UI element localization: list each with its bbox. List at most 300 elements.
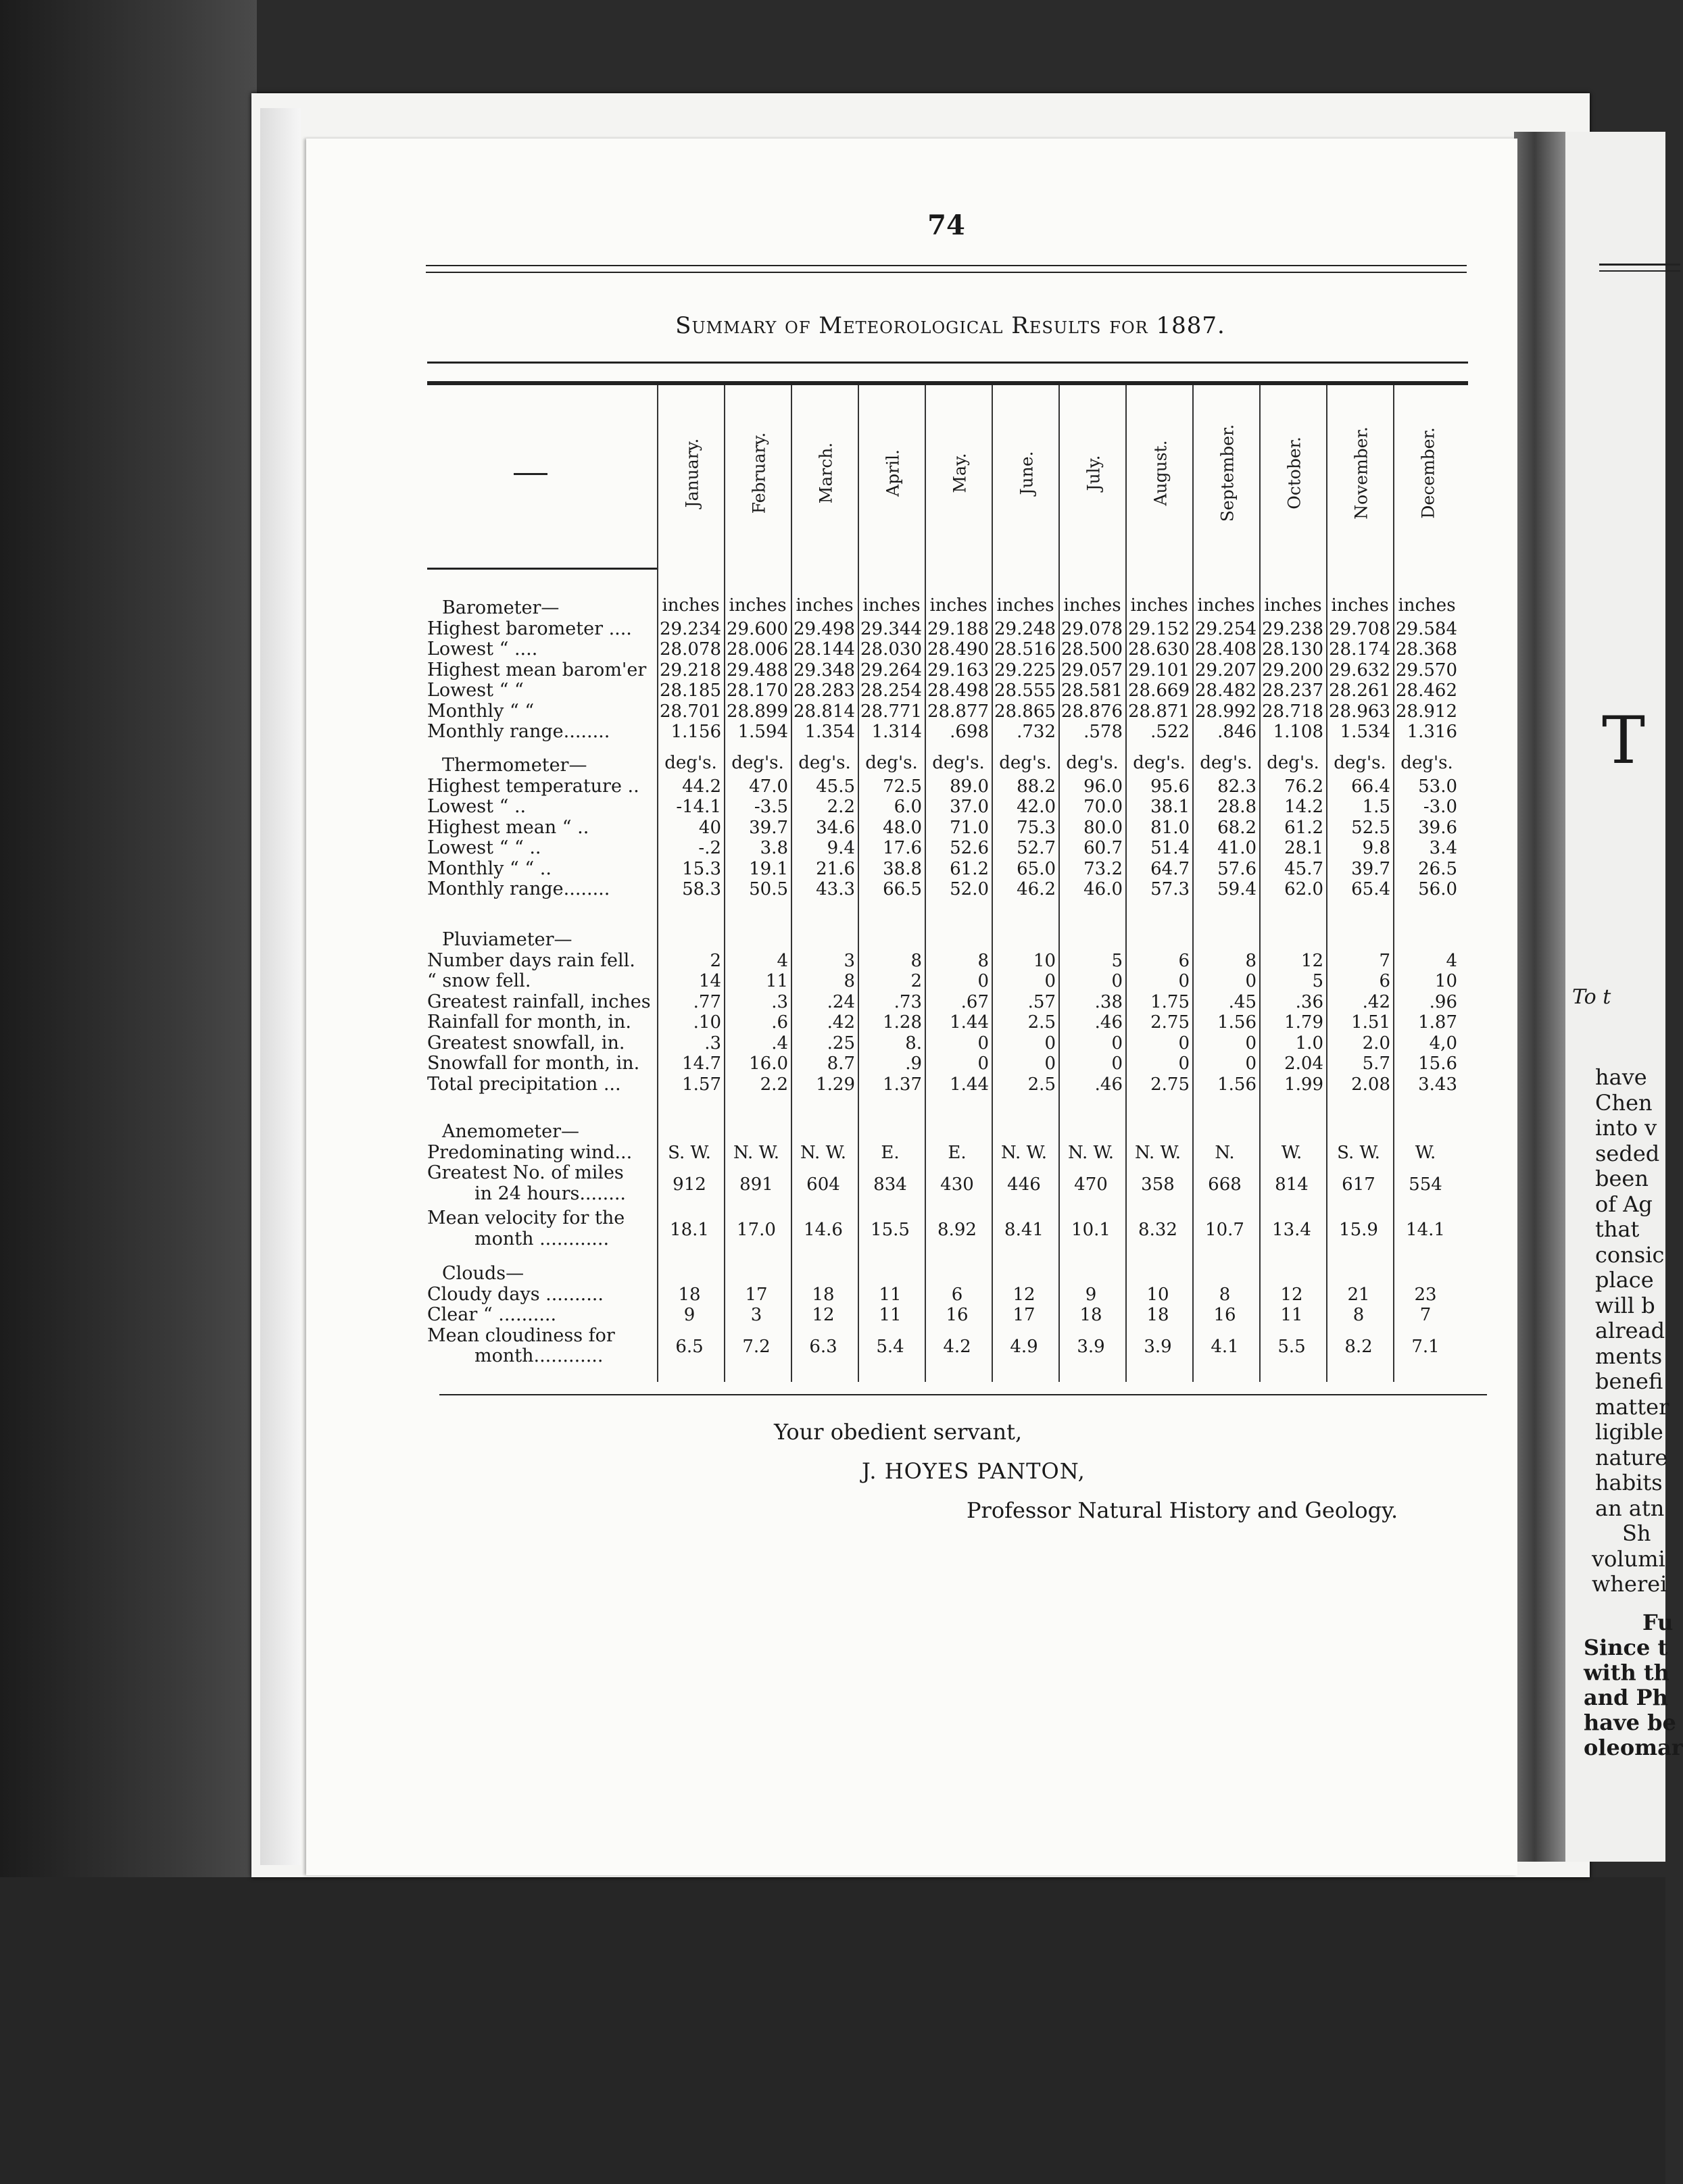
table-cell: 45.7 <box>1284 858 1323 879</box>
month-header-label: July. <box>1083 455 1104 491</box>
table-cell: 1.316 <box>1407 722 1457 742</box>
table-cell: 57.3 <box>1150 879 1190 899</box>
table-cell: 18.1 <box>670 1219 709 1240</box>
table-cell: 5.5 <box>1277 1337 1306 1358</box>
table-cell: 52.5 <box>1351 817 1390 838</box>
table-cell: 5.7 <box>1362 1053 1390 1074</box>
table-cell: 58.3 <box>682 879 721 899</box>
table-cell: 28.462 <box>1396 680 1457 701</box>
table-cell: -3.0 <box>1423 797 1457 817</box>
table-cell: 23 <box>1414 1284 1437 1305</box>
table-cell: 12 <box>1280 1284 1303 1305</box>
table-cell: .42 <box>1362 991 1390 1012</box>
table-cell: 1.29 <box>816 1074 855 1095</box>
table-cell: N. <box>1215 1142 1235 1163</box>
table-cell: 89.0 <box>950 776 989 797</box>
table-cell: 3 <box>844 950 855 971</box>
row-label: Cloudy days .......... <box>427 1283 604 1305</box>
table-cell: 17.6 <box>883 838 922 858</box>
table-cell: .698 <box>950 722 989 742</box>
row-label: Lowest “ .... <box>427 639 538 660</box>
table-cell: 2.5 <box>1027 1074 1056 1095</box>
table-cell: .6 <box>771 1012 788 1033</box>
scan-background-left <box>0 0 257 2184</box>
table-cell: 3.9 <box>1077 1337 1105 1358</box>
table-cell: 15.9 <box>1339 1219 1378 1240</box>
row-label: Highest mean “ .. <box>427 816 589 838</box>
table-cell: 0 <box>1178 971 1190 991</box>
table-cell: .10 <box>693 1012 721 1033</box>
table-cell: 26.5 <box>1418 858 1457 879</box>
facing-page-line: oleomar <box>1584 1735 1683 1760</box>
table-top-rule <box>427 362 1468 364</box>
month-header-label: March. <box>816 442 836 503</box>
table-cell: 8.41 <box>1004 1219 1044 1240</box>
table-cell: 37.0 <box>950 797 989 817</box>
table-cell: .522 <box>1150 722 1190 742</box>
scan-background-bottom <box>0 1877 1665 2184</box>
facing-page-line: Since t <box>1584 1635 1668 1660</box>
table-cell: 76.2 <box>1284 776 1323 797</box>
month-header <box>1060 387 1127 559</box>
table-cell: 28.581 <box>1061 680 1123 701</box>
table-cell: 28.498 <box>927 680 989 701</box>
table-cell: 0 <box>1111 971 1123 991</box>
month-header-label: December. <box>1418 426 1438 519</box>
row-label: Monthly “ “ <box>427 700 535 722</box>
table-cell: 0 <box>1044 1033 1056 1053</box>
section-heading: Clouds— <box>442 1263 525 1284</box>
unit-label: deg's. <box>1334 753 1386 773</box>
table-cell: 18 <box>678 1284 701 1305</box>
table-cell: 6 <box>1379 971 1390 991</box>
section-heading: Thermometer— <box>442 755 587 776</box>
table-cell: 72.5 <box>883 776 922 797</box>
table-cell: 28.630 <box>1128 639 1190 660</box>
table-cell: 28.185 <box>660 680 721 701</box>
table-cell: 75.3 <box>1017 817 1056 838</box>
table-cell: 14.1 <box>1406 1219 1445 1240</box>
table-cell: 29.248 <box>994 618 1056 639</box>
table-cell: 28.237 <box>1262 680 1323 701</box>
table-cell: 1.314 <box>871 722 922 742</box>
table-cell: 11 <box>879 1305 902 1325</box>
table-cell: 15.6 <box>1418 1053 1457 1074</box>
table-cell: 29.078 <box>1061 618 1123 639</box>
table-cell: 29.207 <box>1195 660 1257 680</box>
table-cell: .42 <box>827 1012 855 1033</box>
table-cell: 2.0 <box>1362 1033 1390 1053</box>
table-cell: 8.92 <box>937 1219 977 1240</box>
row-label: Snowfall for month, in. <box>427 1053 640 1074</box>
facing-page-line: ments <box>1595 1343 1663 1369</box>
table-cell: 39.7 <box>749 817 788 838</box>
table-cell: 52.0 <box>950 879 989 899</box>
table-cell: 0 <box>1044 1053 1056 1074</box>
table-cell: 39.7 <box>1351 858 1390 879</box>
table-bottom-rule <box>439 1394 1487 1395</box>
month-header-label: May. <box>950 452 970 493</box>
table-cell: 29.057 <box>1061 660 1123 680</box>
table-cell: 4.1 <box>1211 1337 1239 1358</box>
table-cell: 28.669 <box>1128 680 1190 701</box>
unit-label: inches <box>996 595 1054 616</box>
table-cell: 28.030 <box>860 639 922 660</box>
table-cell: .3 <box>704 1033 721 1053</box>
table-cell: 8.32 <box>1138 1219 1177 1240</box>
facing-page-line: have be <box>1584 1710 1676 1735</box>
facing-page-line: volumi <box>1592 1545 1665 1572</box>
table-cell: .36 <box>1295 991 1323 1012</box>
unit-label: inches <box>662 595 720 616</box>
table-cell: 13.4 <box>1272 1219 1311 1240</box>
unit-label: deg's. <box>999 753 1052 773</box>
table-cell: 1.28 <box>883 1012 922 1033</box>
table-cell: .25 <box>827 1033 855 1053</box>
table-cell: 29.488 <box>727 660 788 680</box>
table-cell: 891 <box>739 1174 773 1195</box>
table-cell: 358 <box>1141 1174 1175 1195</box>
table-cell: 12 <box>1300 950 1323 971</box>
month-header <box>1194 387 1261 559</box>
table-cell: 28.992 <box>1195 701 1257 722</box>
row-label: Mean cloudiness for <box>427 1324 615 1346</box>
table-cell: 28.963 <box>1329 701 1390 722</box>
table-cell: 29.498 <box>794 618 855 639</box>
table-cell: 1.354 <box>804 722 855 742</box>
unit-label: inches <box>862 595 921 616</box>
table-cell: 6.5 <box>675 1337 704 1358</box>
table-cell: 9 <box>1085 1284 1097 1305</box>
table-cell: 28.8 <box>1217 797 1257 817</box>
table-cell: 14.7 <box>682 1053 721 1074</box>
table-cell: 29.600 <box>727 618 788 639</box>
table-cell: 44.2 <box>682 776 721 797</box>
table-cell: 28.877 <box>927 701 989 722</box>
table-cell: 29.234 <box>660 618 721 639</box>
unit-label: deg's. <box>932 753 985 773</box>
row-label: Lowest “ “ <box>427 680 524 701</box>
table-cell: 28.130 <box>1262 639 1323 660</box>
table-cell: W. <box>1415 1142 1436 1163</box>
table-cell: 59.4 <box>1217 879 1257 899</box>
table-cell: 6 <box>951 1284 963 1305</box>
table-cell: 0 <box>1178 1053 1190 1074</box>
row-label: Lowest “ .. <box>427 796 527 817</box>
table-cell: W. <box>1281 1142 1302 1163</box>
table-cell: 4 <box>1446 950 1457 971</box>
row-label: month............ <box>474 1345 604 1366</box>
table-cell: 60.7 <box>1083 838 1123 858</box>
table-cell: 17 <box>745 1284 768 1305</box>
table-cell: 0 <box>1044 971 1056 991</box>
table-cell: .45 <box>1228 991 1257 1012</box>
table-cell: 834 <box>873 1174 907 1195</box>
table-cell: 15.3 <box>682 858 721 879</box>
table-cell: 8. <box>905 1033 922 1053</box>
table-cell: 40 <box>698 817 721 838</box>
table-cell: 28.006 <box>727 639 788 660</box>
month-header <box>726 387 792 559</box>
table-cell: 70.0 <box>1083 797 1123 817</box>
facing-page-line: benefi <box>1595 1368 1663 1394</box>
table-cell: 604 <box>806 1174 840 1195</box>
table-cell: 29.188 <box>927 618 989 639</box>
table-cell: 0 <box>977 971 989 991</box>
table-cell: -3.5 <box>754 797 788 817</box>
facing-page-line: and Ph <box>1584 1685 1668 1710</box>
row-label: Total precipitation ... <box>427 1073 621 1095</box>
row-label: Monthly range........ <box>427 721 610 742</box>
unit-label: inches <box>796 595 854 616</box>
table-cell: 2 <box>710 950 721 971</box>
table-cell: 1.44 <box>950 1074 989 1095</box>
table-cell: 7 <box>1419 1305 1432 1325</box>
table-cell: 8 <box>844 971 855 991</box>
table-cell: 1.534 <box>1340 722 1390 742</box>
header-rule <box>426 265 1467 266</box>
table-cell: 3.8 <box>760 838 788 858</box>
month-header <box>860 387 926 559</box>
section-heading: Barometer— <box>442 597 560 618</box>
table-cell: 64.7 <box>1150 858 1190 879</box>
table-cell: 7 <box>1379 950 1390 971</box>
row-label: Clear “ .......... <box>427 1304 557 1325</box>
table-cell: 0 <box>1178 1033 1190 1053</box>
table-cell: 2.08 <box>1351 1074 1390 1095</box>
table-cell: 10.1 <box>1071 1219 1111 1240</box>
month-header-label: September. <box>1217 424 1238 522</box>
facing-page-line: matter <box>1595 1393 1669 1420</box>
table-cell: .73 <box>894 991 922 1012</box>
unit-label: inches <box>1264 595 1322 616</box>
unit-label: deg's. <box>1400 753 1453 773</box>
table-cell: 668 <box>1208 1174 1242 1195</box>
unit-label: deg's. <box>1200 753 1252 773</box>
facing-page-line: into v <box>1595 1115 1657 1141</box>
table-cell: 9.4 <box>827 838 855 858</box>
page-edge <box>260 108 301 1865</box>
table-cell: 8 <box>1219 1284 1231 1305</box>
table-cell: 28.490 <box>927 639 989 660</box>
row-label: Predominating wind... <box>427 1141 633 1163</box>
table-cell: 2.2 <box>760 1074 788 1095</box>
facing-page-line: Chen <box>1595 1089 1653 1116</box>
table-cell: 7.1 <box>1411 1337 1440 1358</box>
month-header <box>1328 387 1394 559</box>
table-cell: N. W. <box>1067 1142 1115 1163</box>
row-label: Highest barometer .... <box>427 618 632 639</box>
table-cell: 28.912 <box>1396 701 1457 722</box>
table-cell: .67 <box>960 991 989 1012</box>
facing-page-line: alread <box>1595 1318 1665 1343</box>
facing-page-line: habits <box>1595 1470 1663 1495</box>
table-cell: 65.4 <box>1351 879 1390 899</box>
table-cell: 29.163 <box>927 660 989 680</box>
table-cell: 2.75 <box>1150 1074 1190 1095</box>
table-cell: 1.57 <box>682 1074 721 1095</box>
table-cell: 21 <box>1347 1284 1370 1305</box>
table-cell: 19.1 <box>749 858 788 879</box>
unit-label: inches <box>1063 595 1121 616</box>
month-header <box>1395 387 1461 559</box>
table-cell: 16 <box>1213 1305 1236 1325</box>
table-cell: .732 <box>1017 722 1056 742</box>
table-cell: 1.75 <box>1150 991 1190 1012</box>
table-cell: 1.56 <box>1217 1012 1257 1033</box>
stub-header-rule <box>427 568 657 570</box>
row-label: Greatest rainfall, inches <box>427 991 651 1012</box>
signature-name: J. HOYES PANTON, <box>862 1458 1086 1484</box>
table-cell: 29.632 <box>1329 660 1390 680</box>
row-label: in 24 hours........ <box>474 1183 627 1204</box>
table-cell: 446 <box>1007 1174 1041 1195</box>
table-cell: 28.144 <box>794 639 855 660</box>
table-cell: 62.0 <box>1284 879 1323 899</box>
table-cell: 28.170 <box>727 680 788 701</box>
table-cell: 4 <box>777 950 788 971</box>
table-cell: 29.254 <box>1195 618 1257 639</box>
table-cell: E. <box>881 1142 900 1163</box>
table-cell: 48.0 <box>883 817 922 838</box>
table-cell: 28.516 <box>994 639 1056 660</box>
table-cell: 912 <box>673 1174 706 1195</box>
table-cell: 28.368 <box>1396 639 1457 660</box>
table-cell: 470 <box>1074 1174 1108 1195</box>
table-cell: 18 <box>1146 1305 1169 1325</box>
table-cell: 65.0 <box>1017 858 1056 879</box>
table-cell: -.2 <box>698 838 721 858</box>
table-cell: .38 <box>1094 991 1123 1012</box>
facing-page-line: ligible <box>1595 1419 1663 1445</box>
table-cell: N. W. <box>1134 1142 1181 1163</box>
table-cell: 18 <box>1079 1305 1102 1325</box>
month-header <box>793 387 859 559</box>
table-cell: 10 <box>1146 1284 1169 1305</box>
table-cell: 82.3 <box>1217 776 1257 797</box>
table-title: Summary of Meteorological Results for 1887. <box>675 312 1225 339</box>
unit-label: deg's. <box>1133 753 1186 773</box>
table-cell: .46 <box>1094 1012 1123 1033</box>
table-cell: 45.5 <box>816 776 855 797</box>
table-cell: 28.555 <box>994 680 1056 701</box>
table-cell: .24 <box>827 991 855 1012</box>
table-cell: 28.1 <box>1284 838 1323 858</box>
month-header-label: February. <box>749 432 769 514</box>
facing-page-line: been <box>1595 1166 1649 1191</box>
table-cell: 81.0 <box>1150 817 1190 838</box>
table-cell: 8 <box>910 950 922 971</box>
table-cell: 2.2 <box>827 797 855 817</box>
table-cell: N. W. <box>800 1142 847 1163</box>
unit-label: deg's. <box>798 753 851 773</box>
table-cell: 51.4 <box>1150 838 1190 858</box>
table-cell: .96 <box>1429 991 1457 1012</box>
table-cell: N. W. <box>733 1142 780 1163</box>
unit-label: inches <box>729 595 787 616</box>
row-label: “ snow fell. <box>427 970 531 991</box>
table-cell: 95.6 <box>1150 776 1190 797</box>
month-header <box>659 387 725 559</box>
facing-page-line: place <box>1595 1267 1654 1293</box>
table-cell: 16.0 <box>749 1053 788 1074</box>
table-cell: 96.0 <box>1083 776 1123 797</box>
table-cell: 1.0 <box>1295 1033 1323 1053</box>
table-cell: .578 <box>1083 722 1123 742</box>
month-header <box>1261 387 1327 559</box>
month-header-label: April. <box>883 449 903 497</box>
table-cell: 2.5 <box>1027 1012 1056 1033</box>
table-cell: 0 <box>1111 1033 1123 1053</box>
table-cell: 6.0 <box>894 797 922 817</box>
table-cell: 2.75 <box>1150 1012 1190 1033</box>
table-cell: 28.771 <box>860 701 922 722</box>
table-cell: 8 <box>1245 950 1257 971</box>
table-cell: 29.264 <box>860 660 922 680</box>
unit-label: deg's. <box>1267 753 1319 773</box>
table-cell: 29.584 <box>1396 618 1457 639</box>
facing-page-line: nature <box>1595 1444 1668 1470</box>
table-cell: 5 <box>1312 971 1323 991</box>
table-cell: 0 <box>977 1033 989 1053</box>
table-cell: 14.6 <box>804 1219 843 1240</box>
table-cell: 29.200 <box>1262 660 1323 680</box>
table-cell: 16 <box>946 1305 969 1325</box>
table-cell: 2 <box>910 971 922 991</box>
table-cell: 3 <box>750 1305 762 1325</box>
table-cell: 11 <box>765 971 788 991</box>
table-cell: 28.899 <box>727 701 788 722</box>
month-header-label: January. <box>682 438 702 507</box>
table-cell: 4.9 <box>1010 1337 1038 1358</box>
unit-label: inches <box>1197 595 1255 616</box>
facing-page-line: will b <box>1595 1292 1655 1318</box>
table-cell: 554 <box>1409 1174 1442 1195</box>
table-cell: 42.0 <box>1017 797 1056 817</box>
facing-page-line: consic <box>1595 1241 1665 1268</box>
table-cell: 68.2 <box>1217 817 1257 838</box>
table-cell: 3.43 <box>1418 1074 1457 1095</box>
month-header <box>1127 387 1194 559</box>
table-cell: 3.9 <box>1144 1337 1172 1358</box>
section-heading: Pluviameter— <box>442 929 572 950</box>
row-label: Highest mean barom'er <box>427 659 647 680</box>
table-cell: 57.6 <box>1217 858 1257 879</box>
table-cell: 46.0 <box>1083 879 1123 899</box>
table-cell: 3.4 <box>1429 838 1457 858</box>
table-cell: .846 <box>1217 722 1257 742</box>
facing-page-initial: T <box>1602 703 1646 778</box>
table-cell: 17 <box>1013 1305 1035 1325</box>
table-cell: 50.5 <box>749 879 788 899</box>
signature-position: Professor Natural History and Geology. <box>967 1497 1398 1523</box>
table-cell: 28.865 <box>994 701 1056 722</box>
facing-page-line: that <box>1595 1216 1640 1242</box>
table-cell: 29.708 <box>1329 618 1390 639</box>
row-label: Greatest snowfall, in. <box>427 1032 625 1053</box>
table-cell: 1.156 <box>670 722 721 742</box>
table-cell: 29.225 <box>994 660 1056 680</box>
table-cell: 12 <box>1013 1284 1035 1305</box>
book-spine <box>1514 132 1565 1862</box>
facing-page-line: Sh <box>1622 1520 1651 1546</box>
unit-label: inches <box>1331 595 1389 616</box>
row-label: Lowest “ “ .. <box>427 837 541 858</box>
table-cell: 2.04 <box>1284 1053 1323 1074</box>
facing-page-line: seded <box>1595 1140 1660 1166</box>
table-cell: 0 <box>1245 1053 1257 1074</box>
header-rule-2 <box>426 272 1467 273</box>
